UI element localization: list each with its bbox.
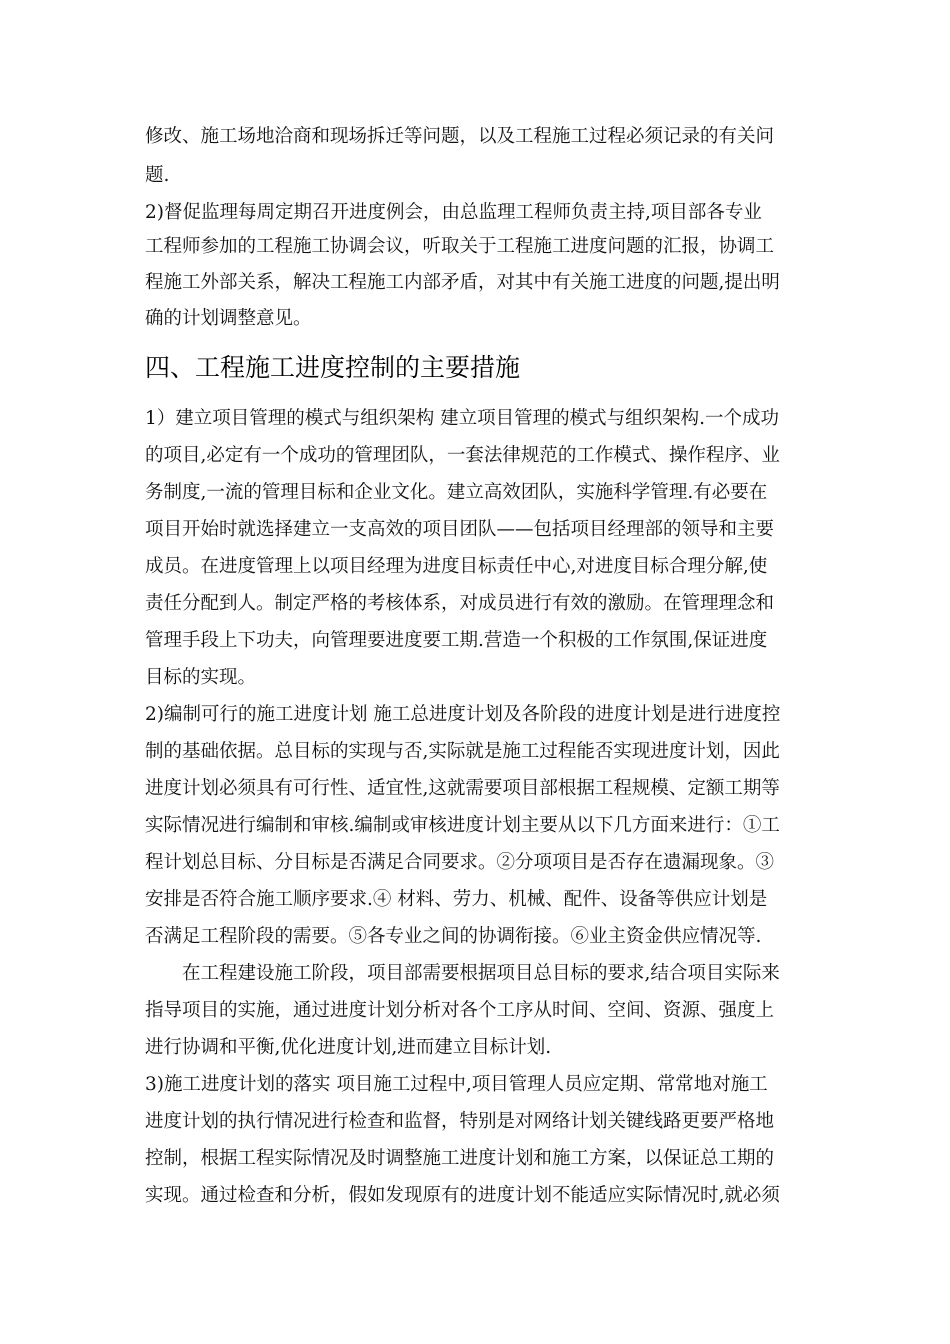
paragraph-line: 2)督促监理每周定期召开进度例会，由总监理工程师负责主持,项目部各专业 [145,202,762,223]
paragraph-line: 进度计划必须具有可行性、适宜性,这就需要项目部根据工程规模、定额工期等 [145,778,780,799]
paragraph-line: 进行协调和平衡,优化进度计划,进而建立目标计划. [145,1037,552,1058]
paragraph-line: 程计划总目标、分目标是否满足合同要求。②分项项目是否存在遗漏现象。③ [145,852,775,873]
paragraph-line: 1）建立项目管理的模式与组织架构 建立项目管理的模式与组织架构.一个成功 [145,408,780,429]
paragraph-line: 指导项目的实施，通过进度计划分析对各个工序从时间、空间、资源、强度上 [145,1000,775,1021]
paragraph-line: 的项目,必定有一个成功的管理团队，一套法律规范的工作模式、操作程序、业 [145,445,780,466]
paragraph-line: 实际情况进行编制和审核.编制或审核进度计划主要从以下几方面来进行：①工 [145,815,780,836]
paragraph-line: 管理手段上下功夫，向管理要进度要工期.营造一个积极的工作氛围,保证进度 [145,630,768,651]
section-heading: 四、工程施工进度控制的主要措施 [145,353,521,382]
paragraph-line: 项目开始时就选择建立一支高效的项目团队——包括项目经理部的领导和主要 [145,519,775,540]
paragraph-line: 在工程建设施工阶段，项目部需要根据项目总目标的要求,结合项目实际来 [145,963,780,984]
paragraph-line: 目标的实现。 [145,667,257,688]
paragraph-line: 工程师参加的工程施工协调会议，听取关于工程施工进度问题的汇报，协调工 [145,236,775,257]
paragraph-line: 确的计划调整意见。 [145,308,312,329]
paragraph-line: 修改、施工场地洽商和现场拆迁等问题，以及工程施工过程必须记录的有关问 [145,126,775,147]
paragraph-line: 进度计划的执行情况进行检查和监督，特别是对网络计划关键线路更要严格地 [145,1111,775,1132]
paragraph-line: 制的基础依据。总目标的实现与否,实际就是施工过程能否实现进度计划，因此 [145,741,780,762]
paragraph-line: 3)施工进度计划的落实 项目施工过程中,项目管理人员应定期、常常地对施工 [145,1074,768,1095]
paragraph-line: 实现。通过检查和分析，假如发现原有的进度计划不能适应实际情况时,就必须 [145,1185,780,1206]
paragraph-line: 安排是否符合施工顺序要求.④ 材料、劳力、机械、配件、设备等供应计划是 [145,889,768,910]
paragraph-line: 否满足工程阶段的需要。⑤各专业之间的协调衔接。⑥业主资金供应情况等. [145,926,762,947]
paragraph-line: 务制度,一流的管理目标和企业文化。建立高效团队，实施科学管理.有必要在 [145,482,768,503]
paragraph-line: 控制，根据工程实际情况及时调整施工进度计划和施工方案，以保证总工期的 [145,1148,775,1169]
paragraph-line: 题. [145,165,170,186]
paragraph-line: 责任分配到人。制定严格的考核体系，对成员进行有效的激励。在管理理念和 [145,593,775,614]
paragraph-line: 成员。在进度管理上以项目经理为进度目标责任中心,对进度目标合理分解,使 [145,556,768,577]
paragraph-line: 程施工外部关系，解决工程施工内部矛盾，对其中有关施工进度的问题,提出明 [145,272,780,293]
paragraph-line: 2)编制可行的施工进度计划 施工总进度计划及各阶段的进度计划是进行进度控 [145,704,781,725]
